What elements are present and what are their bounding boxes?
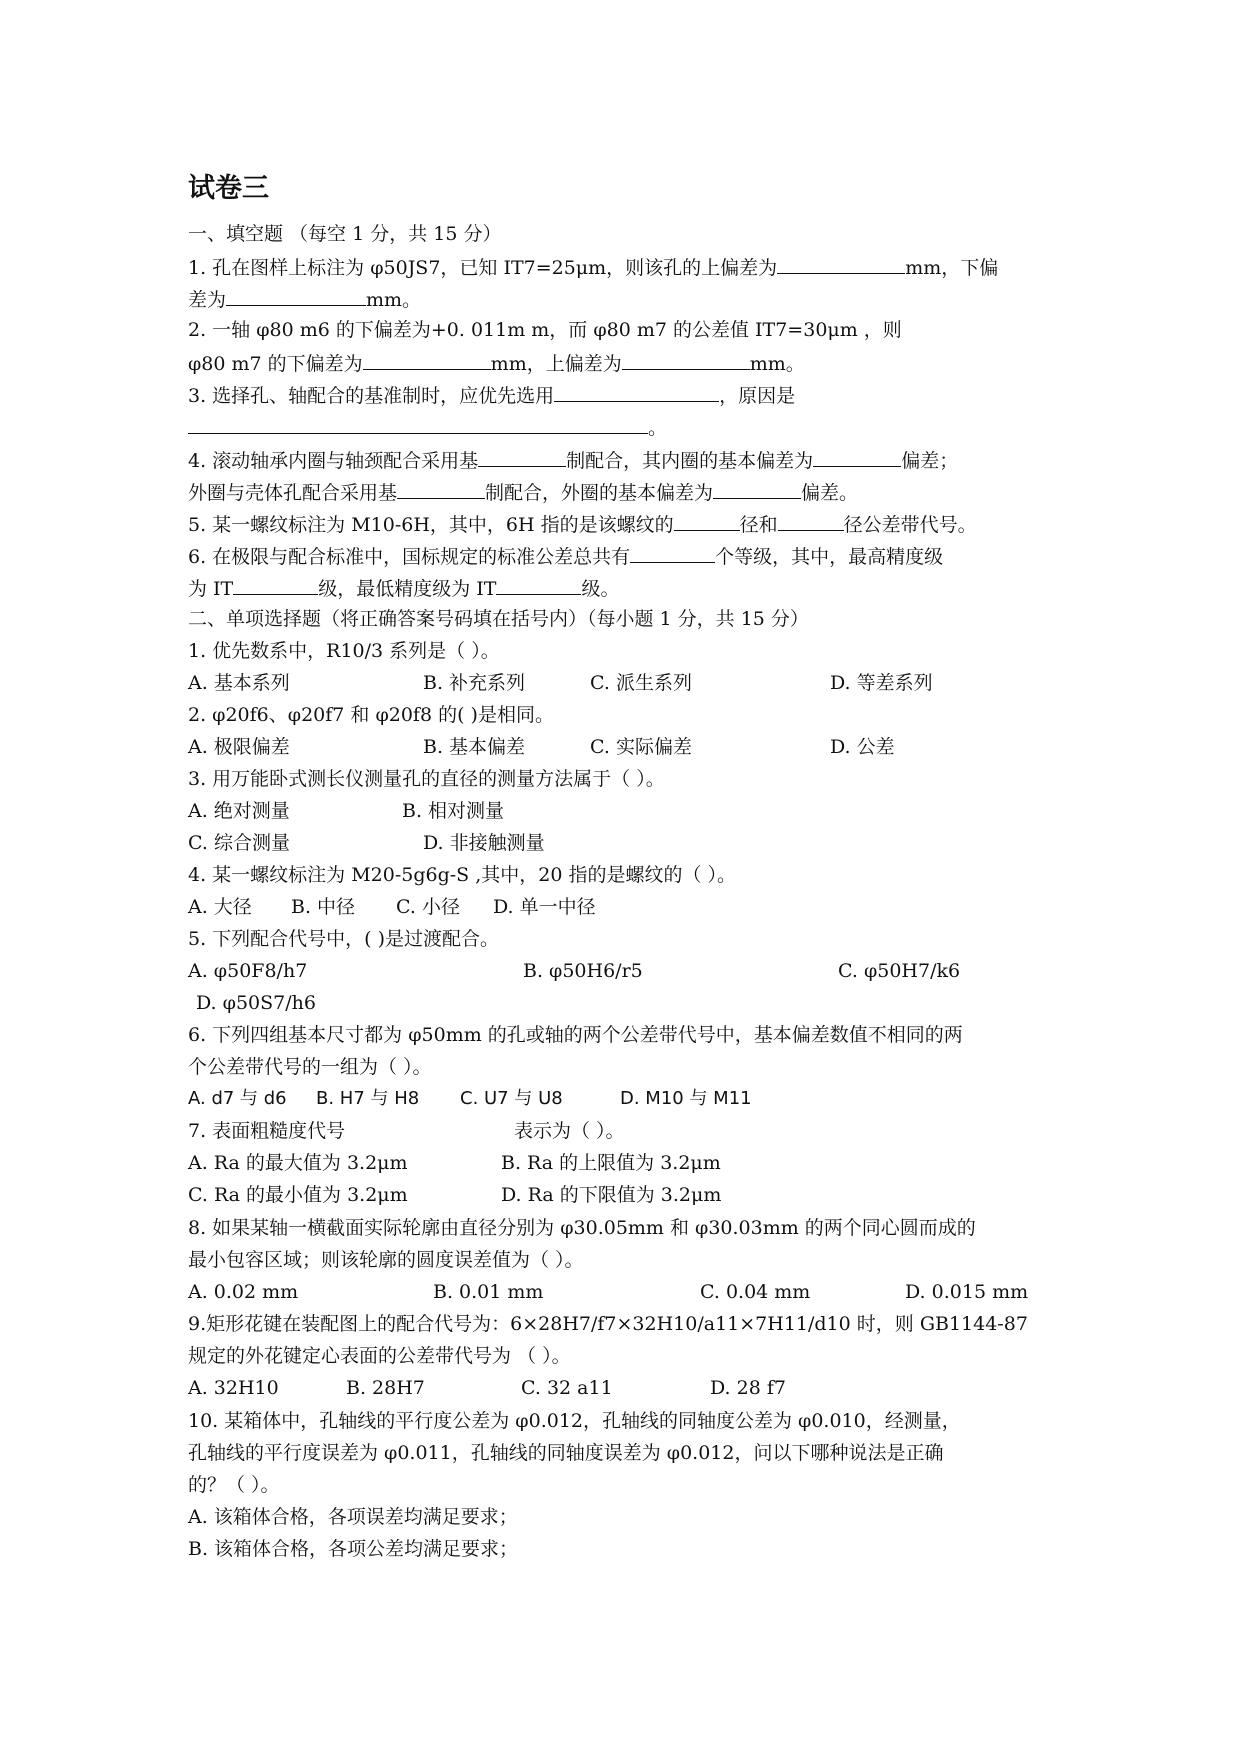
answer-blank[interactable] (233, 572, 318, 595)
choice-q2: 2. φ20f6、φ20f7 和 φ20f8 的( )是相同。 (188, 704, 554, 726)
option-b[interactable]: B. H7 与 H8 (316, 1088, 420, 1109)
option-a[interactable]: A. 大径 (188, 896, 252, 918)
answer-blank[interactable] (674, 508, 740, 531)
section1-heading: 一、填空题 （每空 1 分，共 15 分） (188, 223, 502, 245)
option-a[interactable]: A. 基本系列 (188, 672, 290, 694)
answer-blank[interactable] (778, 508, 844, 531)
option-b[interactable]: B. 该箱体合格，各项公差均满足要求； (188, 1538, 519, 1560)
option-d[interactable]: D. 28 f7 (710, 1377, 786, 1399)
choice-q10-line1: 10. 某箱体中，孔轴线的平行度公差为 φ0.012，孔轴线的同轴度公差为 φ0.010，经测量， (188, 1410, 961, 1432)
section2-heading: 二、单项选择题（将正确答案号码填在括号内）（每小题 1 分，共 15 分） (188, 608, 809, 630)
answer-blank[interactable] (188, 411, 648, 434)
option-b[interactable]: B. 基本偏差 (423, 736, 526, 758)
choice-q4: 4. 某一螺纹标注为 M20-5g6g-S ,其中，20 指的是螺纹的（ ）。 (188, 864, 737, 886)
fill-q5: 5. 某一螺纹标注为 M10-6H，其中，6H 指的是该螺纹的 径和 径公差带代号。 (188, 508, 977, 538)
fill-q2-line1: 2. 一轴 φ80 m6 的下偏差为+0. 011m m，而 φ80 m7 的公差值 IT7=30μm ，则 (188, 319, 902, 341)
choice-q8-line2: 最小包容区域；则该轮廓的圆度误差值为（ ）。 (188, 1249, 584, 1271)
option-c[interactable]: C. φ50H7/k6 (838, 960, 961, 982)
choice-q8-options (188, 1277, 1188, 1307)
option-d[interactable]: D. φ50S7/h6 (196, 992, 316, 1014)
choice-q9-options (188, 1373, 1188, 1403)
option-a[interactable]: A. 该箱体合格，各项误差均满足要求； (188, 1506, 518, 1528)
choice-q1-options (188, 668, 1188, 698)
option-b[interactable]: B. 相对测量 (402, 800, 505, 822)
option-c[interactable]: C. 实际偏差 (590, 736, 692, 758)
answer-blank[interactable] (496, 572, 581, 595)
answer-blank[interactable] (713, 476, 801, 499)
choice-q10-line3: 的？（ ）。 (188, 1474, 280, 1496)
option-a[interactable]: A. φ50F8/h7 (188, 960, 308, 982)
answer-blank[interactable] (622, 347, 750, 370)
answer-blank[interactable] (478, 444, 566, 467)
answer-blank[interactable] (777, 251, 905, 274)
choice-q3: 3. 用万能卧式测长仪测量孔的直径的测量方法属于（ ）。 (188, 768, 665, 790)
choice-q7: 7. 表面粗糙度代号 表示为（ ）。 (188, 1120, 625, 1142)
answer-blank[interactable] (226, 283, 366, 306)
fill-q6-line2: 为 IT 级，最低精度级为 IT 级。 (188, 572, 619, 602)
fill-q6-line1: 6. 在极限与配合标准中，国标规定的标准公差总共有 个等级，其中，最高精度级 (188, 540, 943, 570)
choice-q4-options (188, 892, 1188, 922)
option-a[interactable]: A. 极限偏差 (188, 736, 290, 758)
option-b[interactable]: B. 中径 (291, 896, 356, 918)
fill-q4-line2: 外圈与壳体孔配合采用基 制配合，外圈的基本偏差为 偏差。 (188, 476, 858, 506)
option-d[interactable]: D. Ra 的下限值为 3.2μm (501, 1184, 722, 1206)
option-c[interactable]: C. 派生系列 (590, 672, 692, 694)
answer-blank[interactable] (363, 347, 491, 370)
choice-q1: 1. 优先数系中，R10/3 系列是（ ）。 (188, 640, 500, 662)
choice-q6-line2: 个公差带代号的一组为（ ）。 (188, 1056, 432, 1078)
option-c[interactable]: C. 32 a11 (521, 1377, 613, 1399)
option-a[interactable]: A. d7 与 d6 (188, 1088, 287, 1109)
option-b[interactable]: B. 28H7 (346, 1377, 425, 1399)
choice-q8-line1: 8. 如果某轴一横截面实际轮廓由直径分别为 φ30.05mm 和 φ30.03mm 的两个同心圆而成的 (188, 1217, 976, 1239)
option-c[interactable]: C. 0.04 mm (700, 1281, 811, 1303)
choice-q5-options (188, 956, 1188, 986)
choice-q9-line1: 9.矩形花键在装配图上的配合代号为：6×28H7/f7×32H10/a11×7H11/d10 时，则 GB1144-87 (188, 1313, 1028, 1335)
option-c[interactable]: C. 小径 (396, 896, 460, 918)
choice-q10-line2: 孔轴线的平行度误差为 φ0.011，孔轴线的同轴度误差为 φ0.012，问以下哪种说法是正确 (188, 1442, 944, 1464)
choice-q6-line1: 6. 下列四组基本尺寸都为 φ50mm 的孔或轴的两个公差带代号中，基本偏差数值不相同的两 (188, 1024, 963, 1046)
choice-q7-options-row2 (188, 1180, 1188, 1210)
option-c[interactable]: C. 综合测量 (188, 832, 290, 854)
option-d[interactable]: D. 非接触测量 (423, 832, 545, 854)
fill-q3-line1: 3. 选择孔、轴配合的基准制时，应优先选用 ，原因是 (188, 379, 795, 409)
option-a[interactable]: A. 绝对测量 (188, 800, 290, 822)
choice-q5-options-row2 (188, 988, 1188, 1018)
fill-q2-line2: φ80 m7 的下偏差为 mm，上偏差为 mm。 (188, 347, 805, 377)
option-d[interactable]: D. 公差 (830, 736, 895, 758)
option-b[interactable]: B. 补充系列 (423, 672, 526, 694)
option-c[interactable]: C. Ra 的最小值为 3.2μm (188, 1184, 408, 1206)
choice-q9-line2: 规定的外花键定心表面的公差带代号为 （ ）。 (188, 1345, 571, 1367)
option-c[interactable]: C. U7 与 U8 (460, 1088, 563, 1109)
choice-q3-options-row2 (188, 828, 1188, 858)
answer-blank[interactable] (630, 540, 715, 563)
fill-q1-line2: 差为 mm。 (188, 283, 421, 313)
option-a[interactable]: A. 32H10 (188, 1377, 279, 1399)
answer-blank[interactable] (397, 476, 485, 499)
option-d[interactable]: D. 0.015 mm (905, 1281, 1029, 1303)
option-a[interactable]: A. 0.02 mm (188, 1281, 299, 1303)
choice-q7-options-row1 (188, 1148, 1188, 1178)
choice-q2-options (188, 732, 1188, 762)
option-b[interactable]: B. 0.01 mm (433, 1281, 544, 1303)
answer-blank[interactable] (813, 444, 901, 467)
page-title: 试卷三 (188, 173, 269, 204)
fill-q4-line1: 4. 滚动轴承内圈与轴颈配合采用基 制配合，其内圈的基本偏差为 偏差； (188, 444, 958, 474)
option-d[interactable]: D. 单一中径 (493, 896, 596, 918)
choice-q5: 5. 下列配合代号中，( )是过渡配合。 (188, 928, 500, 950)
option-a[interactable]: A. Ra 的最大值为 3.2μm (188, 1152, 408, 1174)
fill-q3-line2: 。 (188, 411, 667, 441)
option-b[interactable]: B. Ra 的上限值为 3.2μm (501, 1152, 721, 1174)
option-d[interactable]: D. 等差系列 (830, 672, 933, 694)
answer-blank[interactable] (554, 379, 719, 402)
fill-q1-line1: 1. 孔在图样上标注为 φ50JS7，已知 IT7=25μm，则该孔的上偏差为 mm，下偏 (188, 251, 998, 281)
choice-q6-options (188, 1084, 1188, 1114)
option-b[interactable]: B. φ50H6/r5 (523, 960, 643, 982)
choice-q3-options-row1 (188, 796, 1188, 826)
option-d[interactable]: D. M10 与 M11 (620, 1088, 752, 1109)
